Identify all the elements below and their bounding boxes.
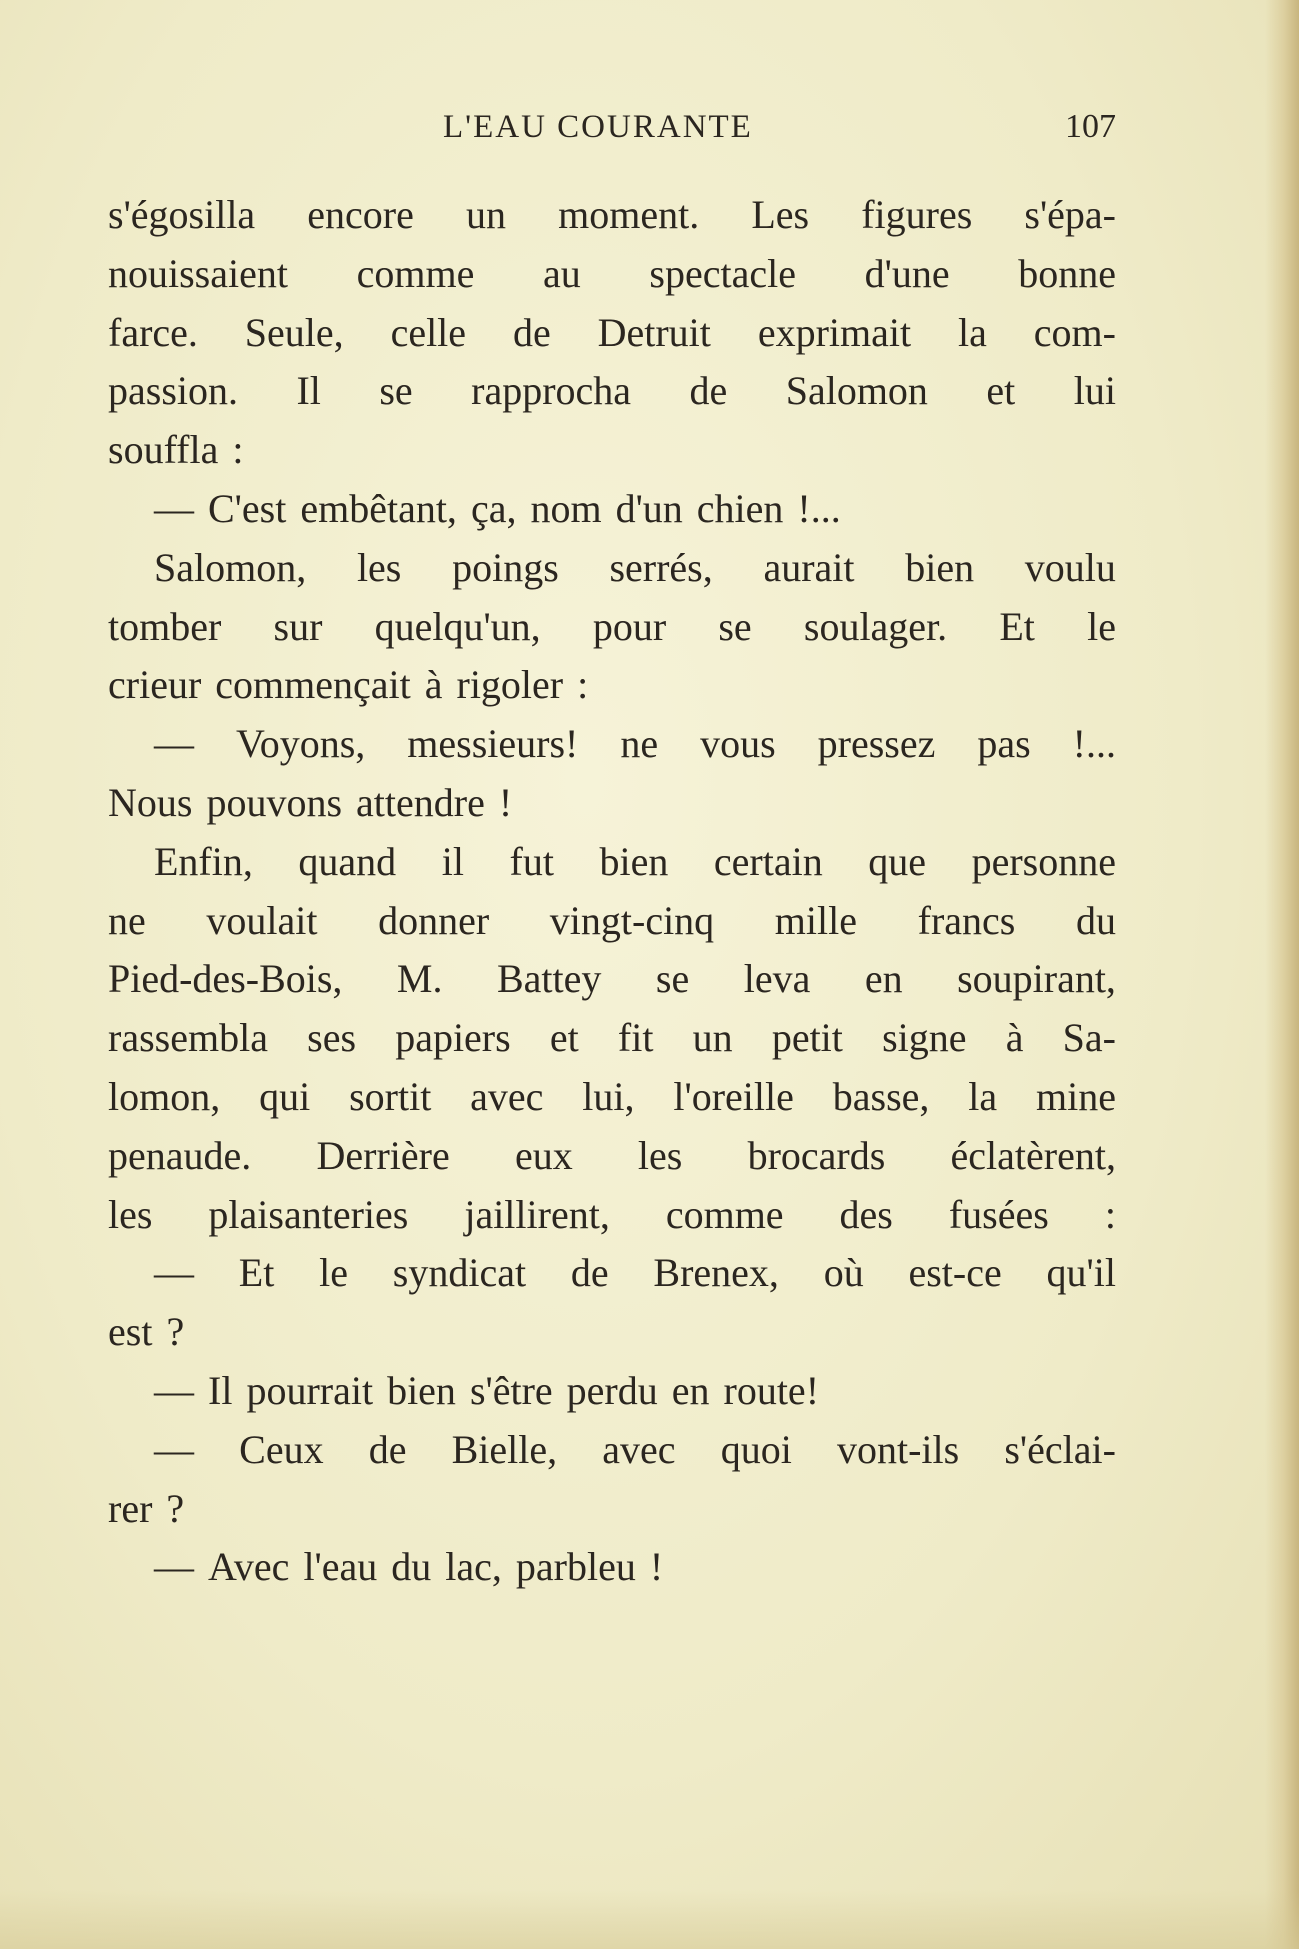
page-number: 107 [1065,108,1116,145]
word: s'être [469,1367,553,1413]
word: d'un [615,485,683,531]
word: Et [238,1250,275,1296]
text-line [108,715,1116,774]
word: qu'il [1046,1250,1116,1296]
word: Il [296,368,321,414]
text-line [108,950,1116,1009]
word: penaude. [108,1132,252,1178]
word: lui [1073,368,1116,414]
word: est-ce [908,1250,1002,1296]
word: qui [259,1073,311,1119]
word: les [108,1191,153,1237]
word: d'une [864,250,950,296]
word: : [232,427,244,473]
word: Avec [208,1544,290,1590]
word: messieurs! [407,721,579,767]
word: encore [307,192,414,237]
word: attendre [356,779,485,825]
word: souffla [108,427,219,473]
word: du [1075,897,1116,943]
word: mille [774,897,858,943]
word: voulait [206,897,318,943]
word: ne [620,721,659,767]
word: personne [971,838,1116,884]
word: sortit [349,1073,432,1119]
word: de [512,309,551,355]
word: s'éclai- [1004,1426,1116,1472]
word: poings [452,544,559,590]
word: les [356,544,402,590]
word: C'est [208,485,287,531]
word: de [368,1426,407,1472]
word: syndicat [392,1250,527,1296]
word: et [549,1015,579,1061]
word: sur [273,603,323,649]
word: plaisanteries [208,1191,409,1237]
word: commençait [215,662,411,708]
text-line [108,245,1116,304]
word: embêtant, [300,485,457,531]
word: il [441,838,464,884]
word: rapprocha [471,368,632,414]
word: ! [649,1544,664,1590]
word: de [689,368,728,414]
word: !... [797,485,841,531]
word: Voyons, [235,721,366,767]
running-title: L'EAU COURANTE [443,109,753,145]
word: de [570,1250,609,1296]
word: : [577,662,589,708]
text-line [108,1244,1116,1303]
word: un [692,1015,733,1061]
word: crieur [108,662,202,708]
word: Battey [496,956,602,1002]
word: Sa- [1062,1015,1116,1061]
word: ! [498,779,513,825]
word: lac, [445,1544,502,1590]
word: bien [905,544,975,590]
word: se [655,956,690,1002]
word: vingt-cinq [549,897,715,943]
word: passion. [108,368,238,414]
word: à [424,662,443,708]
word: se [379,368,413,414]
word: vont-ils [836,1426,960,1472]
word: à [1005,1015,1024,1061]
word: ? [166,1485,185,1531]
word: signe [882,1015,967,1061]
word: l'eau [303,1544,378,1590]
text-line [108,1186,1116,1245]
word: pas [977,721,1031,767]
word: jaillirent, [464,1191,610,1237]
word: tomber [108,603,222,649]
word: Et [999,603,1035,649]
word: francs [917,897,1016,943]
word: — [154,485,194,531]
word: se [718,603,752,649]
word: bien [387,1367,456,1413]
word: quand [298,838,397,884]
text-line [108,1421,1116,1480]
word: mine [1035,1073,1116,1119]
word: avec [602,1426,676,1472]
word: leva [743,956,811,1002]
word: Bielle, [451,1426,558,1472]
word: le [1087,603,1116,649]
word: l'oreille [673,1073,794,1119]
text-line [108,892,1116,951]
word: voulu [1024,544,1116,590]
word: fut [509,838,554,884]
word: Derrière [316,1132,450,1178]
word: serrés, [609,544,713,590]
word: au [543,250,581,296]
word: Salomon [785,368,928,414]
word: com- [1033,309,1116,355]
word: Il [208,1367,233,1413]
word: Seule, [244,309,344,355]
word: un [466,192,506,237]
word: donner [378,897,490,943]
word: basse, [832,1073,930,1119]
word: quelqu'un, [374,603,541,649]
word: celle [390,309,467,355]
word: pressez [817,721,936,767]
word: aurait [763,544,855,590]
page-bottom-shadow [0,1889,1299,1949]
word: et [986,368,1016,414]
text-line [108,774,1116,833]
word: petit [771,1015,843,1061]
text-line [108,656,1116,715]
word: lomon, [108,1073,221,1119]
word: soulager. [803,603,948,649]
word: pour [592,603,667,649]
word: pourrait [246,1367,374,1413]
word: avec [470,1073,544,1119]
word: rigoler [456,662,564,708]
text-line [108,1068,1116,1127]
word: Ceux [239,1426,324,1472]
word: — [154,1367,194,1413]
word: la [968,1073,998,1119]
word: eux [514,1132,573,1178]
word: bien [599,838,669,884]
word: Enfin, [154,838,253,884]
word: la [957,309,987,355]
text-line [108,1538,1116,1597]
word: — [154,1544,194,1590]
word: ça, [470,485,517,531]
word: chien [696,485,784,531]
word: certain [713,838,823,884]
word: perdu [566,1367,658,1413]
word: fit [617,1015,654,1061]
word: ne [108,897,146,943]
running-header [108,102,1116,152]
text-line [108,1480,1116,1539]
word: farce. [108,309,198,355]
text-line [108,186,1116,245]
word: ses [307,1015,357,1061]
text-line [108,1127,1116,1186]
text-line [108,833,1116,892]
word: que [868,838,927,884]
word: spectacle [649,250,796,296]
word: Detruit [597,309,711,355]
word: M. [396,956,443,1002]
word: !... [1072,721,1116,767]
word: pouvons [206,779,343,825]
text-line [108,1303,1116,1362]
word: comme [665,1191,784,1237]
word: du [391,1544,432,1590]
word: Salomon, [154,544,307,590]
word: vous [700,721,776,767]
word: Pied-des-Bois, [108,956,343,1002]
text-line [108,539,1116,598]
word: nouissaient [108,250,288,296]
word: figures [861,192,973,237]
word: comme [356,250,475,296]
text-line [108,1009,1116,1068]
word: route! [723,1367,820,1413]
word: : [1104,1191,1116,1237]
word: fusées [948,1191,1049,1237]
word: s'égosilla [108,192,256,237]
word: nom [530,485,602,531]
text-line [108,1362,1116,1421]
word: parbleu [515,1544,636,1590]
page-edge-shadow [1265,0,1299,1949]
word: Brenex, [653,1250,779,1296]
word: Nous [108,779,193,825]
word: — [154,1250,194,1296]
text-line [108,480,1116,539]
word: quoi [720,1426,792,1472]
word: — [154,1426,194,1472]
word: soupirant, [957,956,1116,1002]
word: brocards [747,1132,886,1178]
text-line [108,304,1116,363]
word: Les [751,192,810,237]
word: est [108,1309,153,1355]
word: en [671,1367,710,1413]
word: des [839,1191,893,1237]
word: ? [166,1309,185,1355]
text-line [108,362,1116,421]
word: les [637,1132,683,1178]
word: où [823,1250,864,1296]
word: rassembla [108,1015,268,1061]
word: exprimait [757,309,912,355]
word: — [154,721,194,767]
word: le [319,1250,348,1296]
word: éclatèrent, [950,1132,1116,1178]
text-line [108,598,1116,657]
word: s'épa- [1024,192,1116,237]
word: papiers [395,1015,511,1061]
word: rer [108,1485,153,1531]
word: bonne [1018,250,1116,296]
text-line [108,421,1116,480]
word: moment. [558,192,700,237]
word: en [864,956,903,1002]
body-text [108,186,1116,1597]
word: lui, [582,1073,635,1119]
